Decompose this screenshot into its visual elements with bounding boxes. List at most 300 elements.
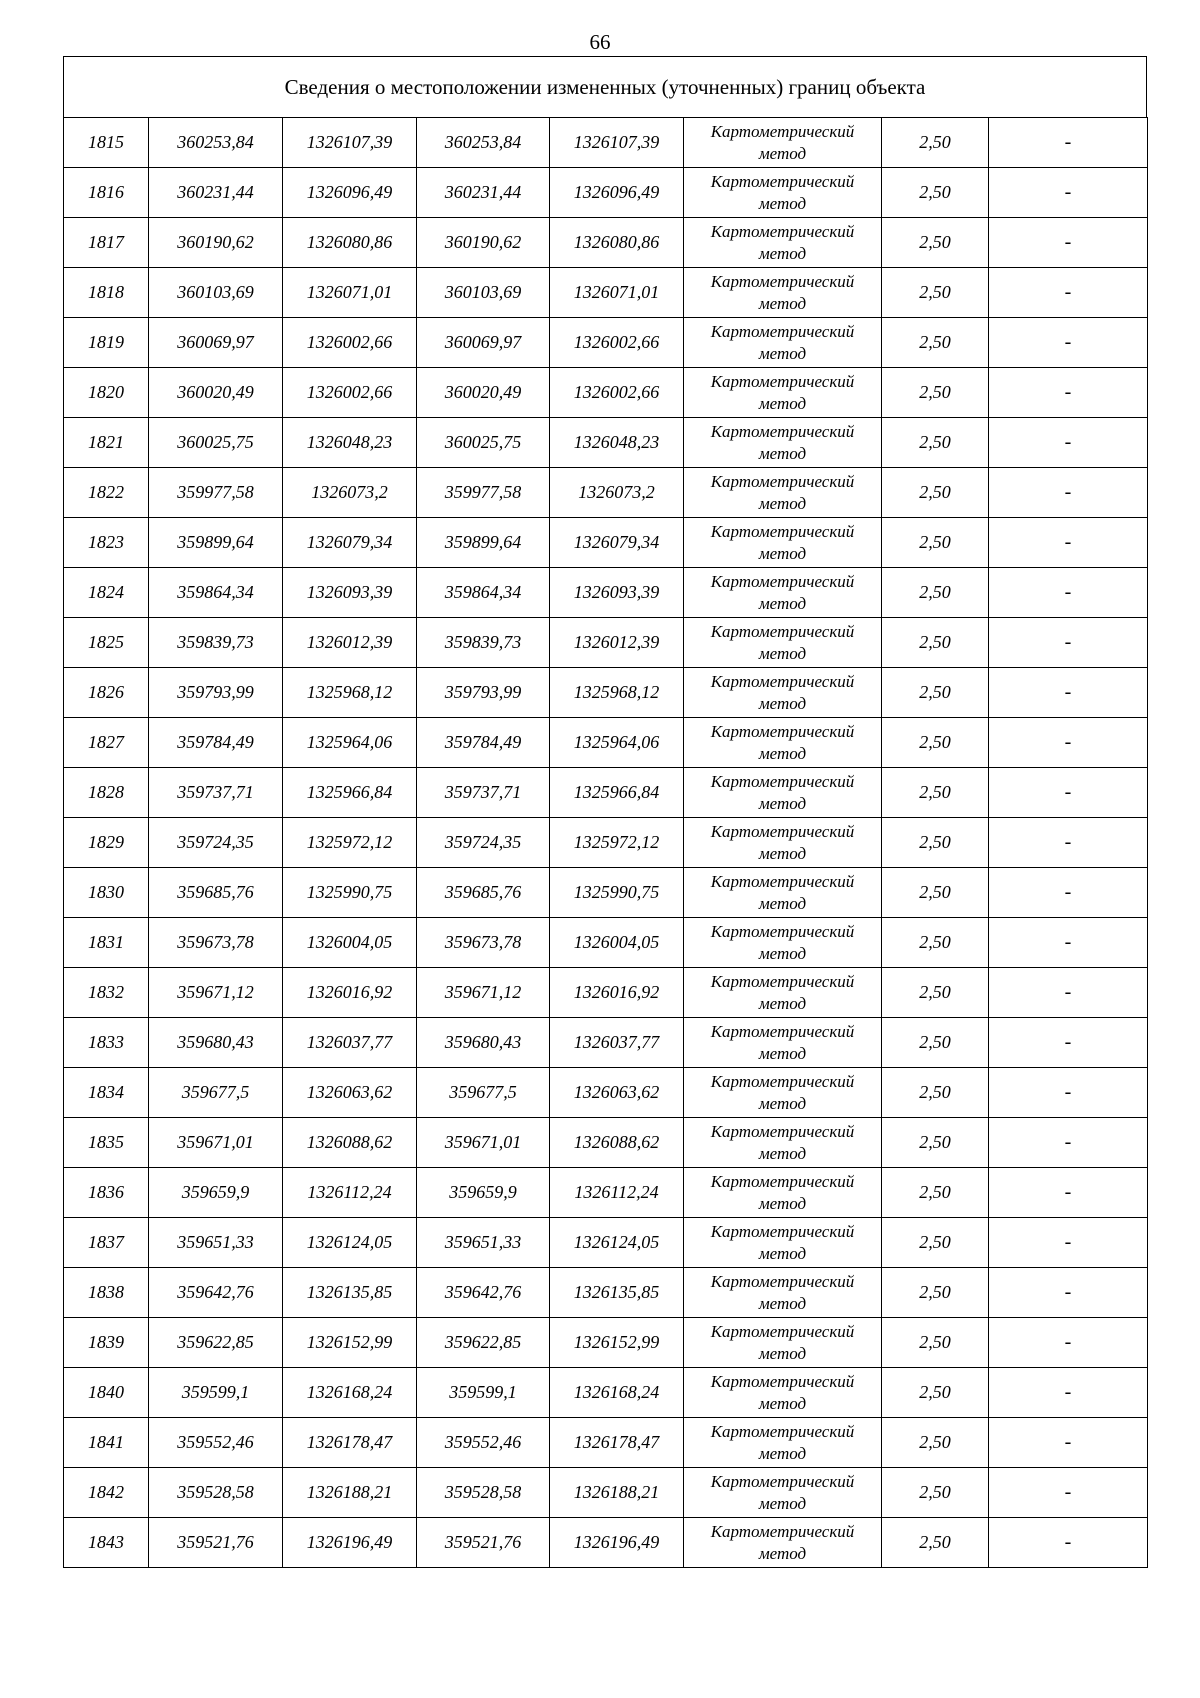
method-line2: метод bbox=[758, 843, 807, 863]
accuracy-cell: 2,50 bbox=[882, 1418, 989, 1468]
description-cell: - bbox=[989, 318, 1148, 368]
table-row bbox=[64, 1218, 1148, 1268]
method-line2: метод bbox=[758, 293, 807, 313]
boundary-table-container bbox=[63, 56, 1147, 1568]
y-new-cell: 1326124,05 bbox=[550, 1218, 684, 1268]
y-old-cell: 1326168,24 bbox=[283, 1368, 417, 1418]
y-new-cell: 1326071,01 bbox=[550, 268, 684, 318]
method-line1: Картометрический bbox=[710, 821, 855, 841]
x-old-cell: 359864,34 bbox=[149, 568, 283, 618]
accuracy-cell: 2,50 bbox=[882, 268, 989, 318]
table-row bbox=[64, 1518, 1148, 1568]
x-old-cell: 360025,75 bbox=[149, 418, 283, 468]
method-cell bbox=[684, 968, 882, 1018]
x-old-cell: 359839,73 bbox=[149, 618, 283, 668]
point-number-cell: 1816 bbox=[64, 168, 149, 218]
method-cell bbox=[684, 218, 882, 268]
table-title: Сведения о местоположении измененных (уточненных) границ объекта bbox=[63, 56, 1147, 117]
method-line1: Картометрический bbox=[710, 971, 855, 991]
y-new-cell: 1326178,47 bbox=[550, 1418, 684, 1468]
x-old-cell: 359671,12 bbox=[149, 968, 283, 1018]
method-cell bbox=[684, 568, 882, 618]
x-new-cell: 359599,1 bbox=[417, 1368, 550, 1418]
method-line1: Картометрический bbox=[710, 721, 855, 741]
description-cell: - bbox=[989, 668, 1148, 718]
point-number-cell: 1819 bbox=[64, 318, 149, 368]
x-old-cell: 359552,46 bbox=[149, 1418, 283, 1468]
point-number-cell: 1832 bbox=[64, 968, 149, 1018]
table-row bbox=[64, 768, 1148, 818]
point-number-cell: 1841 bbox=[64, 1418, 149, 1468]
y-new-cell: 1326002,66 bbox=[550, 318, 684, 368]
method-line2: метод bbox=[758, 343, 807, 363]
accuracy-cell: 2,50 bbox=[882, 1518, 989, 1568]
accuracy-cell: 2,50 bbox=[882, 1468, 989, 1518]
table-row bbox=[64, 1268, 1148, 1318]
x-new-cell: 360190,62 bbox=[417, 218, 550, 268]
point-number-cell: 1815 bbox=[64, 118, 149, 168]
table-row bbox=[64, 218, 1148, 268]
method-cell bbox=[684, 168, 882, 218]
description-cell: - bbox=[989, 1118, 1148, 1168]
description-cell: - bbox=[989, 718, 1148, 768]
y-old-cell: 1326093,39 bbox=[283, 568, 417, 618]
x-old-cell: 359659,9 bbox=[149, 1168, 283, 1218]
table-row bbox=[64, 318, 1148, 368]
x-old-cell: 359528,58 bbox=[149, 1468, 283, 1518]
method-line1: Картометрический bbox=[710, 671, 855, 691]
x-new-cell: 359737,71 bbox=[417, 768, 550, 818]
description-cell: - bbox=[989, 1518, 1148, 1568]
point-number-cell: 1821 bbox=[64, 418, 149, 468]
point-number-cell: 1818 bbox=[64, 268, 149, 318]
x-new-cell: 359793,99 bbox=[417, 668, 550, 718]
point-number-cell: 1834 bbox=[64, 1068, 149, 1118]
y-old-cell: 1326096,49 bbox=[283, 168, 417, 218]
x-new-cell: 359552,46 bbox=[417, 1418, 550, 1468]
accuracy-cell: 2,50 bbox=[882, 468, 989, 518]
x-old-cell: 359651,33 bbox=[149, 1218, 283, 1268]
point-number-cell: 1824 bbox=[64, 568, 149, 618]
y-new-cell: 1325972,12 bbox=[550, 818, 684, 868]
x-new-cell: 360253,84 bbox=[417, 118, 550, 168]
table-row bbox=[64, 718, 1148, 768]
x-new-cell: 359642,76 bbox=[417, 1268, 550, 1318]
table-row bbox=[64, 568, 1148, 618]
y-old-cell: 1326071,01 bbox=[283, 268, 417, 318]
point-number-cell: 1839 bbox=[64, 1318, 149, 1368]
description-cell: - bbox=[989, 618, 1148, 668]
y-new-cell: 1326002,66 bbox=[550, 368, 684, 418]
accuracy-cell: 2,50 bbox=[882, 718, 989, 768]
method-cell bbox=[684, 768, 882, 818]
method-line1: Картометрический bbox=[710, 1271, 855, 1291]
method-line1: Картометрический bbox=[710, 1471, 855, 1491]
description-cell: - bbox=[989, 568, 1148, 618]
table-row bbox=[64, 368, 1148, 418]
method-line2: метод bbox=[758, 243, 807, 263]
description-cell: - bbox=[989, 1368, 1148, 1418]
x-new-cell: 360025,75 bbox=[417, 418, 550, 468]
accuracy-cell: 2,50 bbox=[882, 818, 989, 868]
accuracy-cell: 2,50 bbox=[882, 1318, 989, 1368]
table-row bbox=[64, 1018, 1148, 1068]
table-row bbox=[64, 468, 1148, 518]
method-line1: Картометрический bbox=[710, 471, 855, 491]
y-old-cell: 1325966,84 bbox=[283, 768, 417, 818]
y-new-cell: 1326004,05 bbox=[550, 918, 684, 968]
method-line1: Картометрический bbox=[710, 1521, 855, 1541]
table-row bbox=[64, 1468, 1148, 1518]
accuracy-cell: 2,50 bbox=[882, 968, 989, 1018]
x-old-cell: 359737,71 bbox=[149, 768, 283, 818]
accuracy-cell: 2,50 bbox=[882, 668, 989, 718]
y-old-cell: 1326016,92 bbox=[283, 968, 417, 1018]
method-line2: метод bbox=[758, 1143, 807, 1163]
x-new-cell: 359839,73 bbox=[417, 618, 550, 668]
method-cell bbox=[684, 1468, 882, 1518]
table-row bbox=[64, 1118, 1148, 1168]
x-new-cell: 359677,5 bbox=[417, 1068, 550, 1118]
table-row bbox=[64, 118, 1148, 168]
method-cell bbox=[684, 918, 882, 968]
x-new-cell: 360231,44 bbox=[417, 168, 550, 218]
method-line2: метод bbox=[758, 1043, 807, 1063]
method-cell bbox=[684, 318, 882, 368]
point-number-cell: 1817 bbox=[64, 218, 149, 268]
description-cell: - bbox=[989, 1468, 1148, 1518]
x-new-cell: 359784,49 bbox=[417, 718, 550, 768]
point-number-cell: 1843 bbox=[64, 1518, 149, 1568]
description-cell: - bbox=[989, 268, 1148, 318]
method-line2: метод bbox=[758, 643, 807, 663]
description-cell: - bbox=[989, 818, 1148, 868]
y-new-cell: 1326188,21 bbox=[550, 1468, 684, 1518]
x-new-cell: 359671,12 bbox=[417, 968, 550, 1018]
method-line1: Картометрический bbox=[710, 1171, 855, 1191]
table-row bbox=[64, 918, 1148, 968]
accuracy-cell: 2,50 bbox=[882, 218, 989, 268]
table-row bbox=[64, 818, 1148, 868]
y-old-cell: 1326048,23 bbox=[283, 418, 417, 468]
x-new-cell: 359977,58 bbox=[417, 468, 550, 518]
method-line1: Картометрический bbox=[710, 421, 855, 441]
y-old-cell: 1325990,75 bbox=[283, 868, 417, 918]
y-old-cell: 1326152,99 bbox=[283, 1318, 417, 1368]
description-cell: - bbox=[989, 868, 1148, 918]
method-line2: метод bbox=[758, 993, 807, 1013]
description-cell: - bbox=[989, 918, 1148, 968]
description-cell: - bbox=[989, 218, 1148, 268]
point-number-cell: 1830 bbox=[64, 868, 149, 918]
y-new-cell: 1326196,49 bbox=[550, 1518, 684, 1568]
x-new-cell: 359671,01 bbox=[417, 1118, 550, 1168]
y-new-cell: 1326168,24 bbox=[550, 1368, 684, 1418]
accuracy-cell: 2,50 bbox=[882, 518, 989, 568]
description-cell: - bbox=[989, 168, 1148, 218]
y-new-cell: 1326107,39 bbox=[550, 118, 684, 168]
y-old-cell: 1326135,85 bbox=[283, 1268, 417, 1318]
y-old-cell: 1326080,86 bbox=[283, 218, 417, 268]
x-old-cell: 360190,62 bbox=[149, 218, 283, 268]
method-line1: Картометрический bbox=[710, 271, 855, 291]
point-number-cell: 1831 bbox=[64, 918, 149, 968]
point-number-cell: 1835 bbox=[64, 1118, 149, 1168]
method-line1: Картометрический bbox=[710, 521, 855, 541]
x-new-cell: 359724,35 bbox=[417, 818, 550, 868]
method-line2: метод bbox=[758, 593, 807, 613]
x-old-cell: 359642,76 bbox=[149, 1268, 283, 1318]
description-cell: - bbox=[989, 368, 1148, 418]
x-new-cell: 359680,43 bbox=[417, 1018, 550, 1068]
y-old-cell: 1326002,66 bbox=[283, 318, 417, 368]
x-old-cell: 359784,49 bbox=[149, 718, 283, 768]
table-row bbox=[64, 168, 1148, 218]
method-line2: метод bbox=[758, 193, 807, 213]
method-line2: метод bbox=[758, 943, 807, 963]
accuracy-cell: 2,50 bbox=[882, 1018, 989, 1068]
method-line1: Картометрический bbox=[710, 171, 855, 191]
method-line2: метод bbox=[758, 1093, 807, 1113]
accuracy-cell: 2,50 bbox=[882, 868, 989, 918]
point-number-cell: 1833 bbox=[64, 1018, 149, 1068]
method-cell bbox=[684, 118, 882, 168]
point-number-cell: 1827 bbox=[64, 718, 149, 768]
y-old-cell: 1326188,21 bbox=[283, 1468, 417, 1518]
x-new-cell: 359673,78 bbox=[417, 918, 550, 968]
x-old-cell: 360231,44 bbox=[149, 168, 283, 218]
method-cell bbox=[684, 368, 882, 418]
accuracy-cell: 2,50 bbox=[882, 1168, 989, 1218]
description-cell: - bbox=[989, 518, 1148, 568]
method-line2: метод bbox=[758, 443, 807, 463]
y-new-cell: 1326135,85 bbox=[550, 1268, 684, 1318]
method-cell bbox=[684, 518, 882, 568]
x-new-cell: 359864,34 bbox=[417, 568, 550, 618]
y-new-cell: 1326048,23 bbox=[550, 418, 684, 468]
method-line2: метод bbox=[758, 1543, 807, 1563]
method-line2: метод bbox=[758, 743, 807, 763]
y-new-cell: 1326093,39 bbox=[550, 568, 684, 618]
table-row bbox=[64, 1418, 1148, 1468]
method-line2: метод bbox=[758, 1493, 807, 1513]
y-old-cell: 1326079,34 bbox=[283, 518, 417, 568]
accuracy-cell: 2,50 bbox=[882, 418, 989, 468]
point-number-cell: 1822 bbox=[64, 468, 149, 518]
method-cell bbox=[684, 468, 882, 518]
method-cell bbox=[684, 1218, 882, 1268]
method-line1: Картометрический bbox=[710, 1071, 855, 1091]
method-line1: Картометрический bbox=[710, 1121, 855, 1141]
accuracy-cell: 2,50 bbox=[882, 918, 989, 968]
table-body bbox=[64, 118, 1148, 1568]
y-old-cell: 1326063,62 bbox=[283, 1068, 417, 1118]
method-cell bbox=[684, 1118, 882, 1168]
accuracy-cell: 2,50 bbox=[882, 568, 989, 618]
table-row bbox=[64, 1168, 1148, 1218]
method-cell bbox=[684, 1268, 882, 1318]
point-number-cell: 1825 bbox=[64, 618, 149, 668]
accuracy-cell: 2,50 bbox=[882, 768, 989, 818]
accuracy-cell: 2,50 bbox=[882, 1218, 989, 1268]
description-cell: - bbox=[989, 1018, 1148, 1068]
accuracy-cell: 2,50 bbox=[882, 1068, 989, 1118]
y-old-cell: 1326012,39 bbox=[283, 618, 417, 668]
method-line1: Картометрический bbox=[710, 371, 855, 391]
table-row bbox=[64, 268, 1148, 318]
method-line2: метод bbox=[758, 393, 807, 413]
method-line1: Картометрический bbox=[710, 221, 855, 241]
method-line2: метод bbox=[758, 1343, 807, 1363]
x-new-cell: 359651,33 bbox=[417, 1218, 550, 1268]
y-old-cell: 1325964,06 bbox=[283, 718, 417, 768]
method-cell bbox=[684, 618, 882, 668]
method-line2: метод bbox=[758, 1393, 807, 1413]
accuracy-cell: 2,50 bbox=[882, 1368, 989, 1418]
x-old-cell: 359793,99 bbox=[149, 668, 283, 718]
description-cell: - bbox=[989, 1068, 1148, 1118]
x-old-cell: 359977,58 bbox=[149, 468, 283, 518]
y-new-cell: 1325968,12 bbox=[550, 668, 684, 718]
table-row bbox=[64, 868, 1148, 918]
description-cell: - bbox=[989, 768, 1148, 818]
table-row bbox=[64, 1368, 1148, 1418]
method-line1: Картометрический bbox=[710, 1421, 855, 1441]
y-new-cell: 1325966,84 bbox=[550, 768, 684, 818]
x-new-cell: 359521,76 bbox=[417, 1518, 550, 1568]
method-line2: метод bbox=[758, 1293, 807, 1313]
x-old-cell: 359685,76 bbox=[149, 868, 283, 918]
table-row bbox=[64, 518, 1148, 568]
method-cell bbox=[684, 1518, 882, 1568]
x-new-cell: 359659,9 bbox=[417, 1168, 550, 1218]
accuracy-cell: 2,50 bbox=[882, 1118, 989, 1168]
y-new-cell: 1326012,39 bbox=[550, 618, 684, 668]
table-row bbox=[64, 618, 1148, 668]
x-old-cell: 360103,69 bbox=[149, 268, 283, 318]
y-old-cell: 1326002,66 bbox=[283, 368, 417, 418]
method-line2: метод bbox=[758, 1193, 807, 1213]
y-new-cell: 1326096,49 bbox=[550, 168, 684, 218]
y-old-cell: 1326196,49 bbox=[283, 1518, 417, 1568]
x-new-cell: 359685,76 bbox=[417, 868, 550, 918]
accuracy-cell: 2,50 bbox=[882, 618, 989, 668]
method-cell bbox=[684, 268, 882, 318]
x-new-cell: 360103,69 bbox=[417, 268, 550, 318]
x-new-cell: 360069,97 bbox=[417, 318, 550, 368]
y-new-cell: 1326112,24 bbox=[550, 1168, 684, 1218]
description-cell: - bbox=[989, 1268, 1148, 1318]
point-number-cell: 1826 bbox=[64, 668, 149, 718]
y-new-cell: 1326152,99 bbox=[550, 1318, 684, 1368]
method-cell bbox=[684, 668, 882, 718]
method-line2: метод bbox=[758, 1443, 807, 1463]
method-line2: метод bbox=[758, 143, 807, 163]
point-number-cell: 1820 bbox=[64, 368, 149, 418]
method-line1: Картометрический bbox=[710, 571, 855, 591]
x-old-cell: 359899,64 bbox=[149, 518, 283, 568]
y-new-cell: 1326088,62 bbox=[550, 1118, 684, 1168]
y-old-cell: 1326088,62 bbox=[283, 1118, 417, 1168]
description-cell: - bbox=[989, 418, 1148, 468]
description-cell: - bbox=[989, 1318, 1148, 1368]
method-cell bbox=[684, 818, 882, 868]
x-old-cell: 360253,84 bbox=[149, 118, 283, 168]
table-row bbox=[64, 1068, 1148, 1118]
x-new-cell: 359899,64 bbox=[417, 518, 550, 568]
x-old-cell: 359599,1 bbox=[149, 1368, 283, 1418]
method-line1: Картометрический bbox=[710, 1371, 855, 1391]
method-line2: метод bbox=[758, 493, 807, 513]
method-line1: Картометрический bbox=[710, 921, 855, 941]
method-cell bbox=[684, 1318, 882, 1368]
x-new-cell: 359622,85 bbox=[417, 1318, 550, 1368]
method-line1: Картометрический bbox=[710, 771, 855, 791]
accuracy-cell: 2,50 bbox=[882, 318, 989, 368]
method-line2: метод bbox=[758, 543, 807, 563]
y-new-cell: 1326037,77 bbox=[550, 1018, 684, 1068]
y-new-cell: 1326079,34 bbox=[550, 518, 684, 568]
table-row bbox=[64, 1318, 1148, 1368]
table-row bbox=[64, 968, 1148, 1018]
method-cell bbox=[684, 718, 882, 768]
y-old-cell: 1325968,12 bbox=[283, 668, 417, 718]
method-line2: метод bbox=[758, 793, 807, 813]
x-old-cell: 359724,35 bbox=[149, 818, 283, 868]
method-cell bbox=[684, 868, 882, 918]
y-old-cell: 1326037,77 bbox=[283, 1018, 417, 1068]
x-old-cell: 360020,49 bbox=[149, 368, 283, 418]
method-cell bbox=[684, 1368, 882, 1418]
x-old-cell: 359622,85 bbox=[149, 1318, 283, 1368]
accuracy-cell: 2,50 bbox=[882, 168, 989, 218]
method-line1: Картометрический bbox=[710, 1021, 855, 1041]
y-old-cell: 1326107,39 bbox=[283, 118, 417, 168]
description-cell: - bbox=[989, 1218, 1148, 1268]
x-old-cell: 359671,01 bbox=[149, 1118, 283, 1168]
method-line1: Картометрический bbox=[710, 1221, 855, 1241]
point-number-cell: 1840 bbox=[64, 1368, 149, 1418]
point-number-cell: 1838 bbox=[64, 1268, 149, 1318]
y-new-cell: 1326080,86 bbox=[550, 218, 684, 268]
y-old-cell: 1326004,05 bbox=[283, 918, 417, 968]
point-number-cell: 1837 bbox=[64, 1218, 149, 1268]
table-row bbox=[64, 418, 1148, 468]
point-number-cell: 1842 bbox=[64, 1468, 149, 1518]
description-cell: - bbox=[989, 468, 1148, 518]
page-number: 66 bbox=[589, 30, 611, 54]
description-cell: - bbox=[989, 968, 1148, 1018]
method-line2: метод bbox=[758, 1243, 807, 1263]
x-old-cell: 359521,76 bbox=[149, 1518, 283, 1568]
y-new-cell: 1326063,62 bbox=[550, 1068, 684, 1118]
point-number-cell: 1836 bbox=[64, 1168, 149, 1218]
method-cell bbox=[684, 1168, 882, 1218]
y-old-cell: 1326124,05 bbox=[283, 1218, 417, 1268]
point-number-cell: 1823 bbox=[64, 518, 149, 568]
y-old-cell: 1326178,47 bbox=[283, 1418, 417, 1468]
y-new-cell: 1326016,92 bbox=[550, 968, 684, 1018]
accuracy-cell: 2,50 bbox=[882, 1268, 989, 1318]
method-line1: Картометрический bbox=[710, 1321, 855, 1341]
method-line1: Картометрический bbox=[710, 121, 855, 141]
x-old-cell: 360069,97 bbox=[149, 318, 283, 368]
y-new-cell: 1325990,75 bbox=[550, 868, 684, 918]
x-old-cell: 359680,43 bbox=[149, 1018, 283, 1068]
method-cell bbox=[684, 1418, 882, 1468]
x-old-cell: 359677,5 bbox=[149, 1068, 283, 1118]
x-old-cell: 359673,78 bbox=[149, 918, 283, 968]
